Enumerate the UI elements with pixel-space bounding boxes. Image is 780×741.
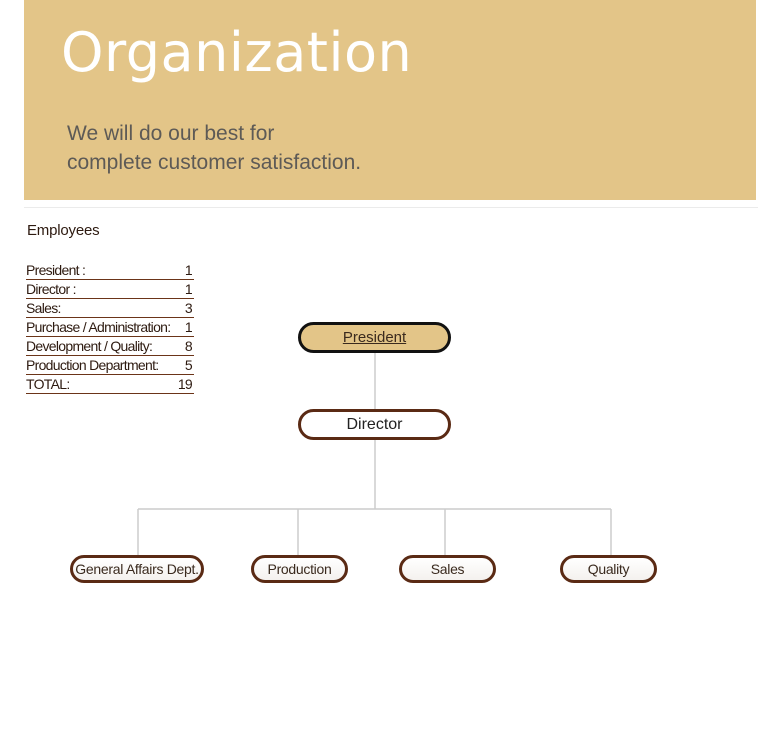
org-node-label: President <box>342 329 407 346</box>
org-node-label: Quality <box>587 561 630 577</box>
employee-row-label: Sales: <box>26 300 61 316</box>
org-node-label: Sales <box>430 561 465 577</box>
org-node-label: General Affairs Dept. <box>75 561 199 577</box>
employee-row-value: 1 <box>184 319 192 335</box>
employees-heading: Employees <box>27 222 100 239</box>
employee-row-value: 5 <box>184 357 192 373</box>
employee-row-value: 1 <box>184 281 192 297</box>
employee-row-label: Purchase / Administration: <box>26 319 171 335</box>
org-node-label: Director <box>346 415 403 433</box>
tagline-line-2: complete customer satisfaction. <box>67 151 362 174</box>
org-node-label: Production <box>267 561 332 577</box>
org-node-sales <box>399 555 496 583</box>
employee-row-value: 19 <box>177 376 192 392</box>
employee-row-label: President : <box>26 262 86 278</box>
employee-row-label: Development / Quality: <box>26 338 153 354</box>
org-node-president[interactable] <box>298 322 451 353</box>
page-title: Organization <box>61 21 413 84</box>
employee-row-value: 8 <box>184 338 192 354</box>
org-node-general-affairs <box>70 555 204 583</box>
org-node-production <box>251 555 348 583</box>
employee-row-label: Director : <box>26 281 76 297</box>
employee-row-label: Production Department: <box>26 357 159 373</box>
org-node-quality <box>560 555 657 583</box>
employee-row-value: 1 <box>184 262 192 278</box>
org-node-director <box>298 409 451 440</box>
employee-row-label: TOTAL: <box>26 376 70 392</box>
tagline-line-1: We will do our best for <box>67 122 275 145</box>
employee-row-value: 3 <box>184 300 192 316</box>
